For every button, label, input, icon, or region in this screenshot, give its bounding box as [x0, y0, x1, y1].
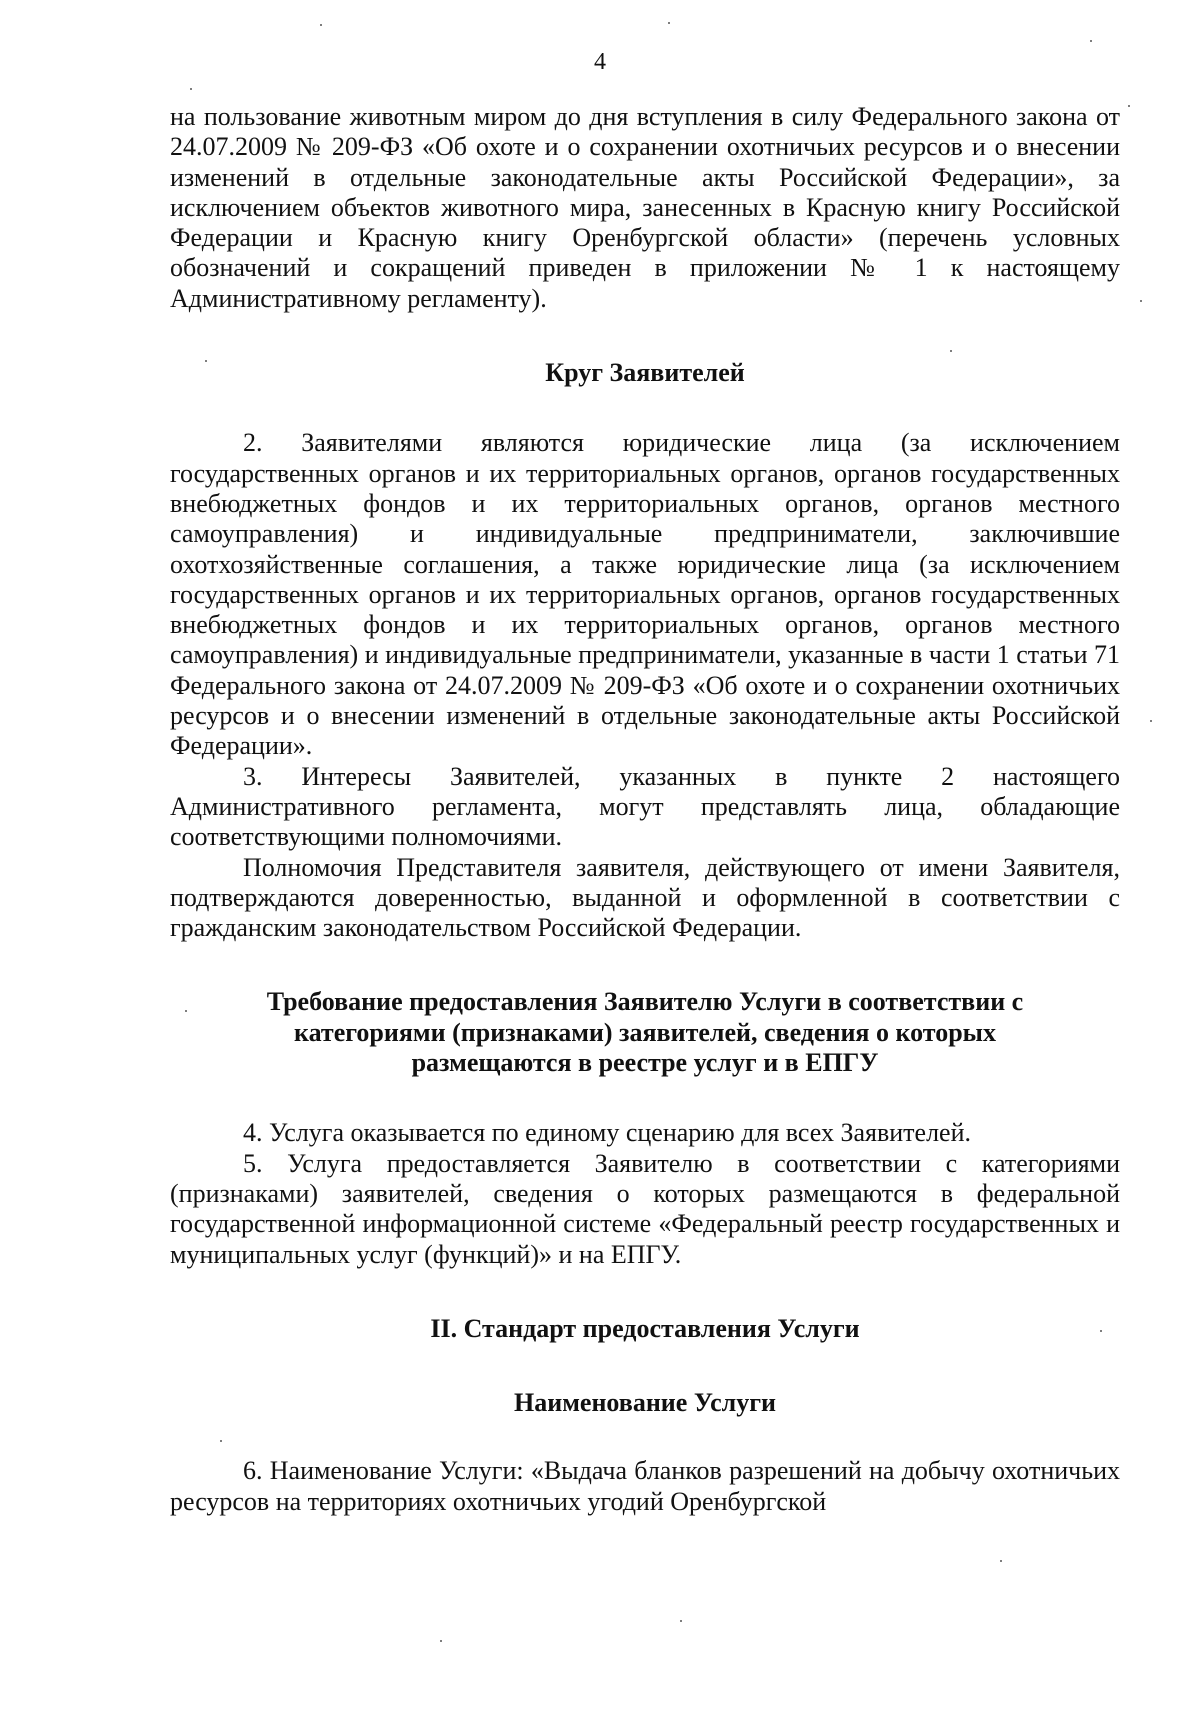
heading-requirement-line-2: категориями (признаками) заявителей, сведения о которых: [294, 1017, 996, 1047]
scan-speck: [440, 1640, 442, 1642]
scan-speck: [1140, 300, 1142, 302]
heading-requirement-line-1: Требование предоставления Заявителю Услуги в соответствии с: [266, 987, 1024, 1017]
document-body: [170, 102, 1120, 1517]
scan-speck: [1090, 40, 1092, 42]
paragraph-5: 5. Услуга предоставляется Заявителю в соответствии с категориями (признаками) заявителей, сведения о которых размещаются в федеральной государственной информационной системе «Федеральный реестр государственных и муниципальных услуг (функций)» и на ЕПГУ.: [170, 1148, 1120, 1269]
page-number: 4: [594, 49, 606, 75]
scan-speck: [680, 1620, 682, 1622]
paragraph-intro: на пользование животным миром до дня вступления в силу Федерального закона от 24.07.2009 № 209-ФЗ «Об охоте и о сохранении охотничьих ресурсов и о внесении изменений в отдельные законодательные акты Российской Федерации», за исключением объектов животного мира, занесенных в Красную книгу Российской Федерации и Красную книгу Оренбургской области» (перечень условных обозначений и сокращений приведен в приложении № 1 к настоящему Административному регламенту).: [170, 102, 1120, 313]
scan-speck: [320, 24, 322, 26]
heading-applicants: Круг Заявителей: [545, 358, 745, 388]
heading-section-2: II. Стандарт предоставления Услуги: [430, 1313, 860, 1343]
scan-speck: [185, 1010, 187, 1012]
heading-service-name: Наименование Услуги: [513, 1388, 777, 1418]
scan-speck: [1128, 105, 1130, 107]
paragraph-3: 3. Интересы Заявителей, указанных в пункте 2 настоящего Административного регламента, могут представлять лица, обладающие соответствующими полномочиями.: [170, 761, 1120, 852]
scan-speck: [220, 1440, 222, 1442]
scan-speck: [205, 360, 207, 362]
scan-speck: [668, 22, 670, 24]
scan-speck: [190, 88, 192, 90]
scan-speck: [950, 350, 952, 352]
paragraph-4: 4. Услуга оказывается по единому сценарию для всех Заявителей.: [243, 1118, 972, 1148]
paragraph-2: 2. Заявителями являются юридические лица (за исключением государственных органов и их территориальных органов, органов государственных внебюджетных фондов и их территориальных органов, органов местного самоуправления) и индивидуальные предприниматели, заключившие охотхозяйственные соглашения, а также юридические лица (за исключением государственных органов и их территориальных органов, органов государственных внебюджетных фондов и их территориальных органов, органов местного самоуправления) и индивидуальные предприниматели, указанные в части 1 статьи 71 Федерального закона от 24.07.2009 № 209-ФЗ «Об охоте и о сохранении охотничьих ресурсов и о внесении изменений в отдельные законодательные акты Российской Федерации».: [170, 428, 1120, 761]
scan-speck: [1000, 1560, 1002, 1562]
scan-speck: [1150, 720, 1152, 722]
heading-requirement-line-3: размещаются в реестре услуг и в ЕПГУ: [411, 1048, 879, 1078]
heading-requirement: [170, 987, 1120, 1078]
paragraph-6: 6. Наименование Услуги: «Выдача бланков разрешений на добычу охотничьих ресурсов на территориях охотничьих угодий Оренбургской: [170, 1456, 1120, 1516]
scan-speck: [1100, 1330, 1102, 1332]
paragraph-representative: Полномочия Представителя заявителя, действующего от имени Заявителя, подтверждаются доверенностью, выданной и оформленной в соответствии с гражданским законодательством Российской Федерации.: [170, 852, 1120, 943]
